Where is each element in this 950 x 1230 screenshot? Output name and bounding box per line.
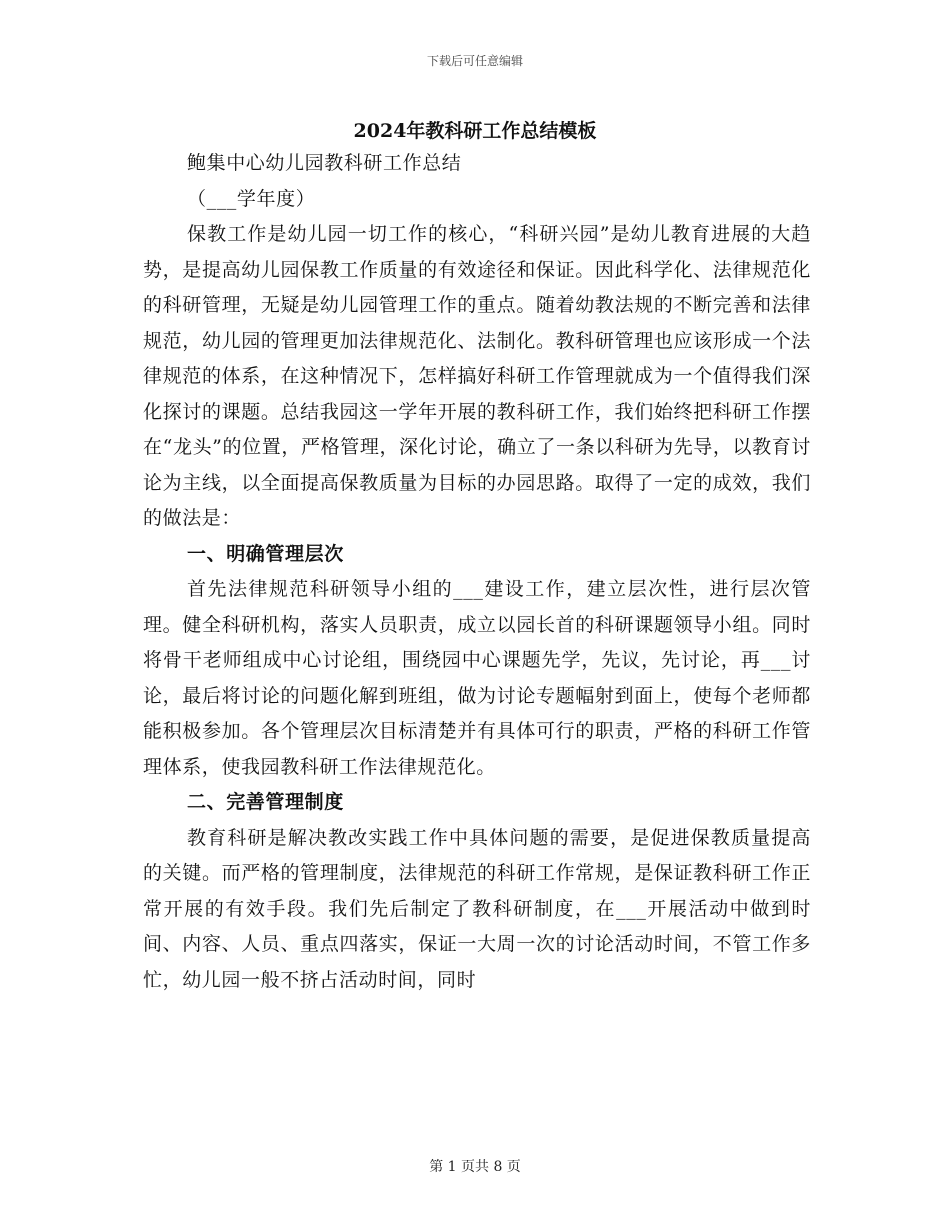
section-heading-2: 二、完善管理制度 (187, 791, 344, 813)
page-header-note: 下载后可任意编辑 (426, 54, 523, 68)
intro-paragraph: 保教工作是幼儿园一切工作的核心，“科研兴园”是幼儿教育进展的大趋势，是提高幼儿园保教工作质量的有效途径和保证。因此科学化、法律规范化的科研管理，无疑是幼儿园管理工作的重点。随着幼教法规的不断完善和法律规范，幼儿园的管理更加法律规范化、法制化。教科研管理也应该形成一个法律规范的体系，在这种情况下，怎样搞好科研工作管理就成为一个值得我们深化探讨的课题。总结我园这一学年开展的教科研工作，我们始终把科研工作摆在“龙头”的位置，严格管理，深化讨论，确立了一条以科研为先导，以教育讨论为主线，以全面提高保教质量为目标的办园思路。取得了一定的成效，我们的做法是： (143, 223, 811, 529)
page-number: 第 1 页共 8 页 (429, 1159, 521, 1175)
document-subtitle: 鲍集中心幼儿园教科研工作总结 (187, 152, 462, 174)
document-body (143, 146, 811, 998)
school-year-line: （___学年度） (187, 187, 316, 210)
section-paragraph-1: 首先法律规范科研领导小组的___建设工作，建立层次性，进行层次管理。健全科研机构，落实人员职责，成立以园长首的科研课题领导小组。同时将骨干老师组成中心讨论组，围绕园中心课题先学，先议，先讨论，再___讨论，最后将讨论的问题化解到班组，做为讨论专题幅射到面上，使每个老师都能积极参加。各个管理层次目标清楚并有具体可行的职责，严格的科研工作管理体系，使我园教科研工作法律规范化。 (143, 578, 811, 778)
document-title: 2024年教科研工作总结模板 (353, 120, 597, 142)
section-paragraph-2: 教育科研是解决教改实践工作中具体问题的需要，是促进保教质量提高的关键。而严格的管理制度，法律规范的科研工作常规，是保证教科研工作正常开展的有效手段。我们先后制定了教科研制度，在___开展活动中做到时间、内容、人员、重点四落实，保证一大周一次的讨论活动时间，不管工作多忙，幼儿园一般不挤占活动时间，同时 (143, 826, 811, 991)
section-heading-1: 一、明确管理层次 (187, 542, 344, 565)
